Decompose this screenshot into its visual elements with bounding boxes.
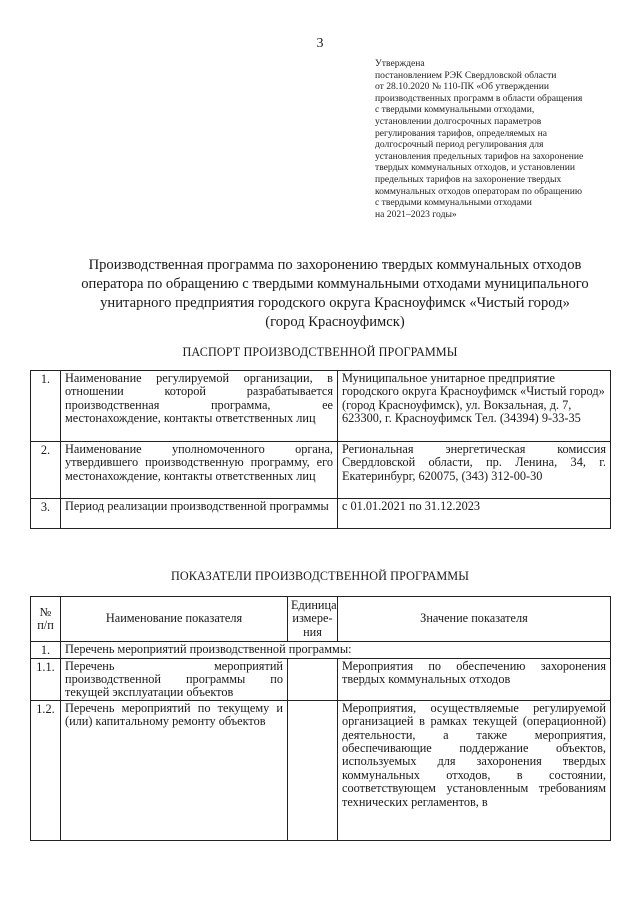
row-name: Перечень мероприятий по текущему и (или) капитальному ремонту объектов (61, 700, 288, 840)
approval-line: постановлением РЭК Свердловской области (375, 69, 557, 81)
approval-line: установления предельных тарифов на захоронение (375, 150, 584, 162)
approval-line: от 28.10.2020 № 110-ПК «Об утверждении (375, 81, 550, 93)
passport-heading: ПАСПОРТ ПРОИЗВОДСТВЕННОЙ ПРОГРАММЫ (182, 345, 458, 359)
table-row (31, 499, 611, 529)
approval-line: твердых коммунальных отходов, и установлении (375, 162, 576, 174)
row-name: Перечень мероприятий производственной программы по текущей эксплуатации объектов (61, 658, 288, 700)
approval-line: производственных программ в области обращения (375, 92, 583, 104)
title-line: Производственная программа по захоронению твердых коммунальных отходов (88, 257, 582, 273)
approval-line: коммунальных отходов операторам по обращению (375, 185, 583, 197)
row-number: 3. (31, 499, 61, 529)
approval-line: установлении долгосрочных параметров (375, 115, 542, 127)
header-num: № п/п (31, 597, 61, 642)
row-value: с 01.01.2021 по 31.12.2023 (338, 499, 611, 529)
row-unit (288, 658, 338, 700)
header-name: Наименование показателя (61, 597, 288, 642)
section-title: Перечень мероприятий производственной программы: (61, 642, 611, 658)
row-unit (288, 700, 338, 840)
row-number: 1.2. (31, 700, 61, 840)
row-number: 1. (31, 371, 61, 442)
row-value: Муниципальное унитарное предприятие городского округа Красноуфимск «Чистый город» (город Красноуфимск), ул. Вокзальная, д. 7, 623300, г. Красноуфимск Тел. (34394) 9-33-35 (338, 371, 611, 442)
page-number: 3 (316, 36, 324, 51)
row-number: 1.1. (31, 658, 61, 700)
section-row (31, 642, 611, 658)
row-number: 2. (31, 442, 61, 499)
document-title (40, 256, 630, 332)
row-value: Мероприятия по обеспечению захоронения твердых коммунальных отходов (338, 658, 611, 700)
indicators-heading: ПОКАЗАТЕЛИ ПРОИЗВОДСТВЕННОЙ ПРОГРАММЫ (171, 569, 469, 583)
row-number: 1. (31, 642, 61, 658)
header-row (31, 597, 611, 642)
title-line: (город Красноуфимск) (265, 314, 405, 330)
table-row (31, 371, 611, 442)
row-name: Наименование регулируемой организации, в отношении которой разрабатывается производственная программа, ее местонахождение, контакты ответственных лиц (61, 371, 338, 442)
approval-line: предельных тарифов на захоронение твердых (375, 173, 562, 185)
approval-line: с твердыми коммунальными отходами (375, 197, 532, 209)
table-row (31, 700, 611, 840)
approval-line: долгосрочный период регулирования для (375, 139, 544, 151)
row-name: Наименование уполномоченного органа, утвердившего производственную программу, его местонахождение, контакты ответственных лиц (61, 442, 338, 499)
header-value: Значение показателя (338, 597, 611, 642)
approval-stamp (375, 58, 625, 220)
approval-line: Утверждена (375, 58, 425, 69)
approval-line: с твердыми коммунальными отходами, (375, 104, 535, 116)
passport-table (30, 370, 611, 529)
title-line: унитарного предприятия городского округа Красноуфимск «Чистый город» (100, 295, 570, 311)
approval-line: на 2021–2023 годы» (375, 208, 457, 220)
title-line: оператора по обращению с твердыми коммунальными отходами муниципального (81, 276, 589, 292)
row-value: Региональная энергетическая комиссия Свердловской области, пр. Ленина, 34, г. Екатеринбург, 620075, (343) 312-00-30 (338, 442, 611, 499)
table-row (31, 442, 611, 499)
table-row (31, 658, 611, 700)
row-value: Мероприятия, осуществляемые регулируемой организацией в рамках текущей (операционной) деятельности, а также мероприятия, обеспечивающие поддержание объектов, используемых для захоронения твердых коммунальных отходов, в состоянии, соответствующем установленным требованиям технических регламентов, в (338, 700, 611, 840)
indicators-table (30, 596, 611, 841)
row-name: Период реализации производственной программы (61, 499, 338, 529)
approval-line: регулирования тарифов, определяемых на (375, 127, 548, 139)
header-unit: Единица измере-ния (288, 597, 338, 642)
